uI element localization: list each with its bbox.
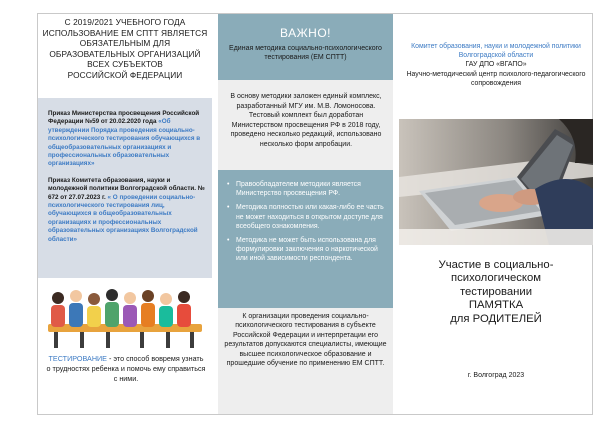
important-title: ВАЖНО! — [279, 26, 332, 40]
right-panel — [399, 14, 593, 414]
specialists-note: К организации проведения социально-психологического тестирования в субъекте Российской Федерации и интерпретации его результатов допускаются специалисты, имеющие высшее психологическое образование и прошедшие обучение по применению ЕМ СПТТ. — [224, 313, 387, 368]
mandatory-banner — [38, 14, 212, 96]
list-item: • Методика полностью или какая-либо ее часть не может находиться в открытом доступе для всеобщего ознакомления. — [236, 203, 385, 231]
order-committee — [48, 177, 206, 244]
group-of-people-illustration — [44, 282, 206, 352]
testing-text: - это способ вовремя узнать о трудностях ребенка и помочь ему справиться с ними. — [46, 354, 206, 383]
committee-name: Комитет образования, науки и молодежной политики Волгоградской области — [411, 43, 581, 60]
order-ministry — [48, 110, 206, 169]
title-line: тестировании — [459, 285, 533, 298]
banner-line: ОБЯЗАТЕЛЬНЫМ ДЛЯ — [79, 38, 171, 49]
banner-line: ОБРАЗОВАТЕЛЬНЫХ ОРГАНИЗАЦИЙ — [49, 48, 201, 59]
method-facts-list — [218, 170, 393, 308]
title-line: для РОДИТЕЛЕЙ — [450, 312, 542, 325]
order-committee-head: Приказ Комитета образования, науки и молодежной политики Волгоградской области. № 672 от 27.07.2023 г. — [48, 176, 205, 201]
banner-line: ИСПОЛЬЗОВАНИЕ ЕМ СПТТ ЯВЛЯЕТСЯ — [42, 27, 208, 38]
important-header — [218, 14, 393, 80]
institute-name: ГАУ ДПО «ВГАПО» — [465, 61, 527, 69]
center-name: Научно-методический центр психолого-педагогического сопровождения — [406, 70, 586, 87]
organization-block — [399, 42, 593, 88]
title-line: ПАМЯТКА — [468, 299, 524, 312]
list-item: • Методика не может быть использована для формулировки заключения о наркотической или иной зависимости респондента. — [236, 236, 385, 264]
banner-line: ВСЕХ СУБЪЕКТОВ — [87, 59, 163, 70]
middle-panel — [218, 14, 393, 414]
person-at-laptop-photo — [399, 119, 593, 245]
order-ministry-link: «Об утверждении Порядка проведения социально-психологического тестирования обучающихся в общеобразовательных организациях и профессиональных образовательных организациях» — [48, 118, 201, 168]
order-ministry-head: Приказ Министерства просвещения Российской Федерации №59 от 20.02.2020 года — [48, 110, 200, 126]
order-committee-link: « О проведении социально-психологического тестирования лиц, обучающихся в общеобразовательных организациях и профессиональных образовательных организациях Волгоградской области» — [48, 193, 198, 243]
banner-line: РОССИЙСКОЙ ФЕДЕРАЦИИ — [67, 69, 183, 80]
testing-keyword: ТЕСТИРОВАНИЕ — [48, 354, 107, 363]
brochure-sheet — [37, 13, 593, 415]
method-subtitle: Единая методика социально-психологического тестирования (ЕМ СПТТ) — [229, 45, 382, 61]
brochure-title — [399, 259, 593, 326]
testing-definition — [46, 354, 206, 383]
banner-line: С 2019/2021 УЧЕБНОГО ГОДА — [64, 17, 186, 27]
method-intro: В основу методики заложен единый комплекс, разработанный МГУ им. М.В. Ломоносова. Тестовый комплект был доработан Министерством просвещения РФ в 2018 году, проведено несколько редакций, использовано несколько форм апробации. — [230, 93, 382, 148]
list-item: • Правообладателем методики является Министерство просвещения РФ. — [236, 180, 385, 198]
city-year: г. Волгоград 2023 — [467, 372, 525, 379]
title-line: психологическом — [451, 272, 541, 285]
left-panel — [38, 14, 212, 414]
title-line: Участие в социально- — [438, 259, 554, 271]
orders-box — [38, 98, 212, 278]
